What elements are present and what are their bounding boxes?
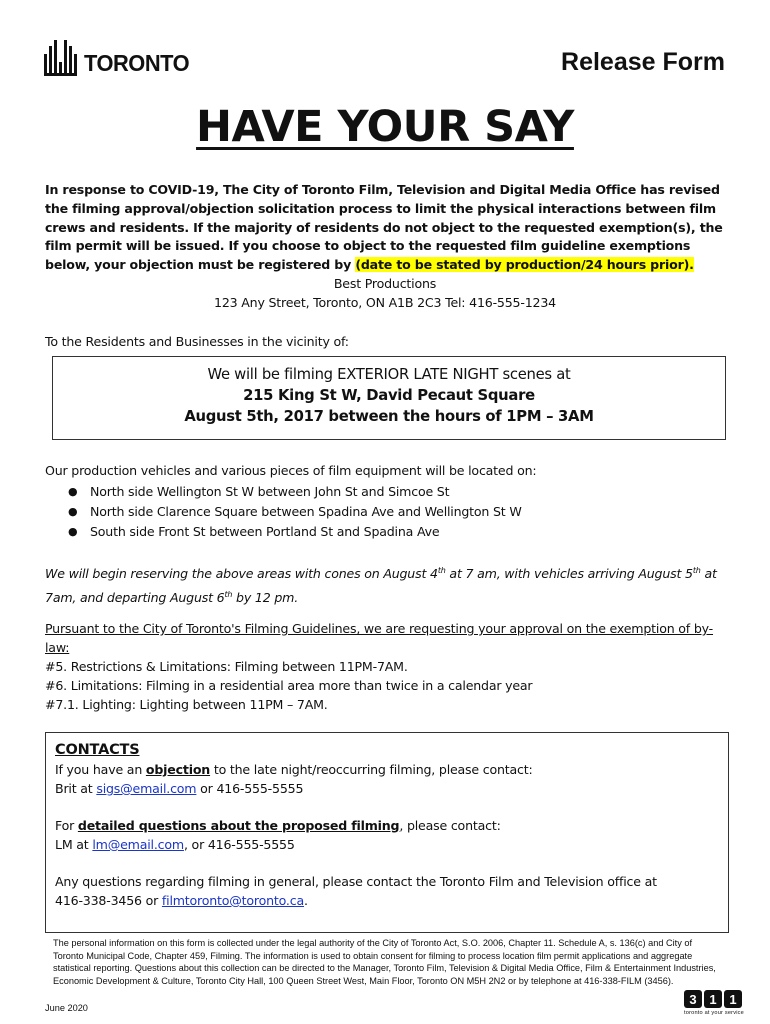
brit-email-link[interactable]: sigs@email.com — [96, 781, 197, 796]
filming-location: 215 King St W, David Pecaut Square — [243, 387, 535, 404]
vehicle-locations-list — [68, 482, 522, 542]
vehicles-intro: Our production vehicles and various pieces of film equipment will be located on: — [45, 463, 537, 478]
lm-email-link[interactable]: lm@email.com — [92, 837, 184, 852]
office-contact: 416-338-3456 or filmtoronto@toronto.ca. — [55, 893, 308, 908]
to-residents-line: To the Residents and Businesses in the vicinity of: — [45, 334, 349, 349]
intro-text: In response to COVID-19, The City of Toronto Film, Television and Digital Media Office has revised the filming approval/objection solicitation process to limit the physical interactions between film crews and residents. If the majority of residents do not object to the requested exemption(s), the film permit will be issued. If you choose to object to the requested film guideline exemptions below, your objection must be registered by — [45, 182, 723, 273]
form-date: June 2020 — [45, 1003, 88, 1013]
bullet-icon: ● — [68, 485, 78, 498]
privacy-notice: The personal information on this form is collected under the legal authority of the City of Toronto Act, S.O. 2006, Chapter 11. Schedule A, s. 136(c) and City of Toronto Municipal Code, Chapter 459, Filming. The information is used to obtain consent for filming to process location film permit applications and aggregate statistical reporting. Questions about this collection can be directed to the Manager, Toronto Film, Television & Digital Media Office, Film & Entertainment Industries, Economic Development & Culture, Toronto City Hall, 100 Queen Street West, Main Floor, Toronto ON M5H 2N2 or by telephone at 416-338-FILM (3456). — [53, 938, 716, 986]
bylaw-section — [45, 619, 735, 714]
filming-details-box — [52, 356, 726, 440]
intro-paragraph — [45, 181, 725, 275]
311-caption: toronto at your service — [684, 1010, 744, 1016]
list-item: ● South side Front St between Portland St and Spadina Ave — [68, 522, 522, 542]
reservation-notice: We will begin reserving the above areas with cones on August 4th at 7 am, with vehicles arriving August 5th at 7am, and departing August 6th by 12 pm. — [45, 566, 717, 605]
brit-contact: Brit at sigs@email.com or 416-555-5555 — [55, 781, 304, 796]
deadline-highlight: (date to be stated by production/24 hours prior). — [355, 257, 694, 273]
bylaw-heading: Pursuant to the City of Toronto's Filming Guidelines, we are requesting your approval on the exemption of by- — [45, 621, 714, 636]
production-address: 123 Any Street, Toronto, ON A1B 2C3 Tel: 416-555-1234 — [214, 295, 556, 310]
311-logo: 3 1 1 toronto at your service — [684, 991, 744, 1016]
bullet-icon: ● — [68, 505, 78, 518]
contacts-heading: CONTACTS — [55, 742, 140, 758]
page-title: HAVE YOUR SAY — [196, 102, 574, 152]
office-email-link[interactable]: filmtoronto@toronto.ca — [161, 893, 304, 908]
logo-wordmark: TORONTO — [84, 50, 190, 76]
bylaw-item: #5. Restrictions & Limitations: Filming between 11PM-7AM. — [45, 659, 408, 674]
list-item: ● North side Wellington St W between John St and Simcoe St — [68, 482, 522, 502]
questions-line: For detailed questions about the proposed filming, please contact: — [55, 818, 501, 833]
filming-date-time: August 5th, 2017 between the hours of 1PM – 3AM — [184, 408, 594, 425]
city-hall-icon — [44, 40, 78, 76]
bylaw-item: #7.1. Lighting: Lighting between 11PM – 7AM. — [45, 697, 328, 712]
contacts-box — [45, 732, 729, 933]
objection-line: If you have an objection to the late night/reoccurring filming, please contact: — [55, 762, 533, 777]
production-name: Best Productions — [333, 276, 437, 291]
filming-line-1: We will be filming EXTERIOR LATE NIGHT scenes at — [207, 366, 571, 383]
general-questions-line: Any questions regarding filming in general, please contact the Toronto Film and Television office at — [55, 874, 657, 889]
bylaw-item: #6. Limitations: Filming in a residential area more than twice in a calendar year — [45, 678, 533, 693]
toronto-logo — [44, 38, 195, 76]
list-item: ● North side Clarence Square between Spadina Ave and Wellington St W — [68, 502, 522, 522]
bylaw-heading-cont: law: — [45, 640, 70, 655]
bullet-icon: ● — [68, 525, 78, 538]
lm-contact: LM at lm@email.com, or 416-555-5555 — [55, 837, 295, 852]
form-label: Release Form — [561, 48, 725, 76]
